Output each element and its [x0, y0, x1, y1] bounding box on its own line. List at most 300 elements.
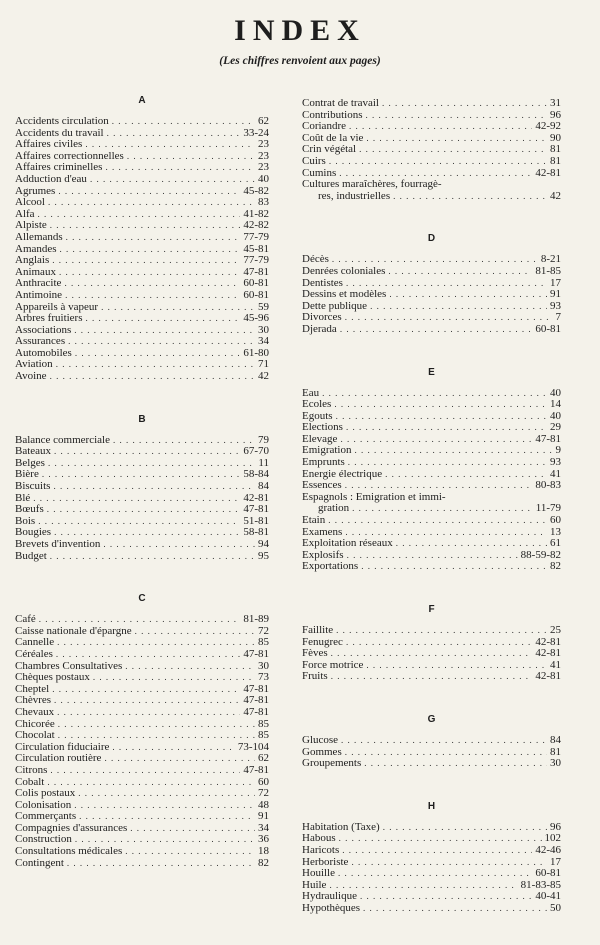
- entry-term: Essences: [302, 480, 342, 492]
- entry-pages: 23: [258, 139, 269, 151]
- section-letter: B: [138, 413, 146, 425]
- index-entry: [302, 98, 561, 110]
- index-entry: [302, 550, 561, 562]
- index-entry: [15, 313, 269, 325]
- entry-term: Dette publique: [302, 300, 368, 312]
- index-entry: [15, 719, 269, 731]
- entry-term: Cuirs: [302, 155, 326, 167]
- index-entry: [15, 777, 269, 789]
- dot-leader: [112, 116, 255, 128]
- entry-term: Divorces: [302, 312, 342, 324]
- entry-term: Emprunts: [302, 457, 345, 469]
- index-entry: [15, 811, 269, 823]
- dot-leader: [50, 765, 240, 777]
- index-entry: [302, 758, 561, 770]
- index-section: [15, 94, 269, 383]
- dot-leader: [125, 661, 255, 673]
- dot-leader: [52, 684, 240, 696]
- dot-leader: [370, 301, 547, 313]
- entry-pages: 41: [550, 659, 561, 671]
- entry-pages: 84: [550, 734, 561, 746]
- entry-pages: 42: [550, 190, 561, 202]
- index-column-left: [15, 94, 269, 899]
- entry-pages: 17: [550, 856, 561, 868]
- index-entry: [15, 614, 269, 626]
- entry-pages: 60-81: [243, 289, 269, 301]
- index-entry: [15, 209, 269, 221]
- index-entry: [302, 845, 561, 857]
- dot-leader: [334, 399, 547, 411]
- dot-leader: [104, 753, 255, 765]
- index-column-right: [302, 98, 561, 945]
- section-letter: F: [428, 604, 435, 615]
- entry-term: Contingent: [15, 857, 64, 869]
- dot-leader: [125, 846, 255, 858]
- entry-term: Accidents circulation: [15, 116, 109, 127]
- entry-term: gration: [318, 503, 350, 515]
- entry-term: Caisse nationale d'épargne: [15, 625, 132, 637]
- entry-pages: 9: [555, 445, 561, 457]
- dot-leader: [65, 290, 240, 302]
- index-entry: [15, 186, 269, 198]
- entry-term: Cobalt: [15, 776, 45, 788]
- dot-leader: [112, 742, 234, 754]
- entry-pages: 47-81: [243, 266, 269, 278]
- entry-term: Antimoine: [15, 289, 63, 301]
- dot-leader: [58, 186, 240, 198]
- entry-term: Habitation (Taxe): [302, 821, 380, 833]
- entry-term: Budget: [15, 550, 47, 562]
- entry-term: Citrons: [15, 764, 48, 776]
- entry-pages: 81-89: [243, 614, 269, 626]
- dot-leader: [54, 527, 240, 539]
- dot-leader: [50, 220, 241, 232]
- index-entry: [15, 695, 269, 707]
- dot-leader: [342, 845, 532, 857]
- dot-leader: [67, 858, 255, 870]
- entry-pages: 47-81: [243, 764, 269, 776]
- entry-term: Accidents du travail: [15, 127, 104, 139]
- dot-leader: [75, 834, 255, 846]
- index-entry: [15, 359, 269, 371]
- dot-leader: [329, 156, 547, 168]
- index-entry: [302, 503, 561, 515]
- entry-pages: 93: [550, 300, 561, 312]
- entry-pages: 47-81: [243, 648, 269, 660]
- dot-leader: [336, 411, 547, 423]
- index-entry: [302, 492, 561, 504]
- index-entry: [302, 312, 561, 324]
- entry-term: Djerada: [302, 323, 337, 335]
- index-entry: [302, 561, 561, 573]
- index-entry: [302, 880, 561, 892]
- dot-leader: [352, 503, 533, 515]
- entry-pages: 45-81: [243, 243, 269, 255]
- dot-leader: [60, 244, 241, 256]
- dot-leader: [331, 648, 533, 660]
- dot-leader: [363, 903, 547, 915]
- entry-pages: 40: [550, 387, 561, 399]
- entry-pages: 85: [258, 730, 269, 742]
- entry-term: Cultures maraîchères, fourragè-: [302, 179, 442, 191]
- dot-leader: [388, 266, 532, 278]
- index-entry: [302, 191, 561, 203]
- entry-pages: 45-82: [243, 185, 269, 197]
- dot-leader: [361, 561, 547, 573]
- entry-pages: 42-82: [243, 220, 269, 232]
- index-section: [302, 603, 561, 683]
- entry-term: Anthracite: [15, 278, 62, 290]
- entry-pages: 88-59-82: [520, 549, 561, 561]
- section-letter: A: [138, 95, 146, 106]
- entry-pages: 91: [258, 811, 269, 823]
- entry-pages: 48: [258, 799, 269, 811]
- dot-leader: [351, 857, 547, 869]
- entry-term: Compagnies d'assurances: [15, 822, 128, 834]
- entry-pages: 41-82: [243, 208, 269, 220]
- entry-term: Elevage: [302, 433, 338, 445]
- dot-leader: [38, 209, 241, 221]
- entry-pages: 11-79: [535, 503, 561, 515]
- dot-leader: [79, 811, 255, 823]
- index-entry: [15, 527, 269, 539]
- entry-term: Biscuits: [15, 481, 51, 493]
- entry-pages: 84: [258, 481, 269, 493]
- entry-term: Bougies: [15, 527, 52, 539]
- entry-term: res, industrielles: [318, 190, 391, 202]
- entry-term: Anglais: [15, 255, 50, 267]
- index-entry: [302, 868, 561, 880]
- index-entry: [302, 857, 561, 869]
- index-entry: [302, 324, 561, 336]
- index-entry: [302, 648, 561, 660]
- index-entry: [15, 128, 269, 140]
- entry-term: Circulation fiduciaire: [15, 741, 110, 753]
- dot-leader: [331, 671, 533, 683]
- index-entry: [302, 735, 561, 747]
- index-entry: [302, 480, 561, 492]
- dot-leader: [359, 144, 547, 156]
- index-entry: [15, 244, 269, 256]
- entry-pages: 42-92: [535, 121, 561, 133]
- entry-term: Circulation routière: [15, 753, 102, 765]
- dot-leader: [135, 626, 255, 638]
- entry-pages: 93: [550, 457, 561, 469]
- page-title: INDEX: [234, 14, 366, 47]
- entry-pages: 72: [258, 625, 269, 637]
- dot-leader: [349, 121, 532, 133]
- index-entry: [15, 435, 269, 447]
- entry-pages: 67-70: [243, 446, 269, 458]
- entry-term: Colis postaux: [15, 788, 76, 800]
- index-entry: [302, 266, 561, 278]
- entry-term: Bois: [15, 515, 36, 527]
- dot-leader: [68, 336, 255, 348]
- entry-pages: 30: [550, 758, 561, 770]
- entry-pages: 47-81: [535, 433, 561, 445]
- entry-term: Décès: [302, 254, 329, 266]
- entry-term: Chèvres: [15, 695, 52, 707]
- dot-leader: [389, 289, 547, 301]
- dot-leader: [58, 719, 255, 731]
- index-entry: [302, 891, 561, 903]
- dot-leader: [57, 637, 255, 649]
- index-entry: [15, 151, 269, 163]
- dot-leader: [57, 707, 240, 719]
- entry-pages: 34: [258, 822, 269, 834]
- dot-leader: [58, 730, 255, 742]
- entry-pages: 42-81: [535, 671, 561, 683]
- index-entry: [15, 539, 269, 551]
- entry-term: Denrées coloniales: [302, 265, 386, 277]
- index-entry: [15, 458, 269, 470]
- entry-pages: 60: [258, 776, 269, 788]
- entry-term: Aviation: [15, 359, 53, 371]
- index-entry: [302, 434, 561, 446]
- entry-term: Force motrice: [302, 659, 364, 671]
- index-section: [302, 713, 561, 770]
- entry-term: Alcool: [15, 197, 45, 209]
- entry-pages: 42-81: [535, 167, 561, 179]
- index-entry: [302, 637, 561, 649]
- entry-term: Fenugrec: [302, 636, 343, 648]
- index-entry: [302, 527, 561, 539]
- index-entry: [302, 515, 561, 527]
- index-entry: [15, 551, 269, 563]
- index-entry: [15, 469, 269, 481]
- dot-leader: [332, 254, 538, 266]
- entry-pages: 96: [550, 821, 561, 833]
- entry-term: Belges: [15, 457, 45, 469]
- entry-term: Construction: [15, 834, 72, 846]
- entry-pages: 23: [258, 150, 269, 162]
- entry-pages: 90: [550, 132, 561, 144]
- dot-leader: [345, 747, 547, 759]
- index-section: [302, 800, 561, 915]
- entry-pages: 73: [258, 672, 269, 684]
- entry-pages: 42-46: [535, 844, 561, 856]
- index-entry: [15, 197, 269, 209]
- section-letter: E: [428, 366, 435, 378]
- entry-pages: 61: [550, 538, 561, 550]
- entry-pages: 13: [550, 526, 561, 538]
- entry-term: Etain: [302, 515, 326, 527]
- index-entry: [15, 336, 269, 348]
- entry-term: Faillite: [302, 625, 334, 636]
- index-entry: [15, 325, 269, 337]
- entry-pages: 50: [550, 902, 561, 914]
- dot-leader: [78, 788, 255, 800]
- dot-leader: [50, 551, 255, 563]
- dot-leader: [345, 480, 533, 492]
- section-letter: G: [427, 713, 436, 725]
- entry-term: Dessins et modèles: [302, 289, 387, 301]
- entry-pages: 81: [550, 155, 561, 167]
- entry-pages: 8-21: [540, 254, 561, 266]
- dot-leader: [50, 371, 255, 383]
- entry-pages: 42: [258, 371, 269, 383]
- index-section: [15, 592, 269, 869]
- entry-term: Exportations: [302, 561, 359, 573]
- dot-leader: [340, 434, 532, 446]
- entry-pages: 34: [258, 336, 269, 348]
- index-entry: [302, 301, 561, 313]
- entry-term: Coût de la vie: [302, 132, 364, 144]
- entry-pages: 23: [258, 162, 269, 174]
- entry-term: Gommes: [302, 746, 342, 758]
- dot-leader: [393, 191, 547, 203]
- entry-pages: 58-81: [243, 527, 269, 539]
- dot-leader: [105, 162, 255, 174]
- index-entry: [15, 516, 269, 528]
- index-entry: [302, 254, 561, 266]
- entry-pages: 95: [258, 550, 269, 562]
- entry-pages: 85: [258, 718, 269, 730]
- entry-term: Huile: [302, 879, 327, 891]
- index-entry: [15, 823, 269, 835]
- dot-leader: [48, 458, 255, 470]
- entry-term: Chèques postaux: [15, 672, 90, 684]
- entry-pages: 11: [258, 457, 269, 469]
- dot-leader: [54, 695, 240, 707]
- entry-term: Associations: [15, 324, 72, 336]
- index-entry: [15, 753, 269, 765]
- entry-term: Automobiles: [15, 347, 72, 359]
- index-entry: [302, 168, 561, 180]
- index-entry: [15, 730, 269, 742]
- entry-term: Consultations médicales: [15, 846, 123, 858]
- index-entry: [15, 162, 269, 174]
- entry-pages: 60: [550, 515, 561, 527]
- entry-term: Animaux: [15, 266, 56, 278]
- entry-pages: 47-81: [243, 695, 269, 707]
- page-subtitle: (Les chiffres renvoient aux pages): [219, 55, 381, 67]
- entry-pages: 36: [258, 834, 269, 846]
- entry-term: Arbres fruitiers: [15, 313, 83, 325]
- entry-term: Chambres Consultatives: [15, 660, 123, 672]
- index-entry: [15, 232, 269, 244]
- entry-term: Chevaux: [15, 706, 55, 718]
- dot-leader: [56, 649, 240, 661]
- entry-term: Appareils à vapeur: [15, 301, 99, 313]
- entry-pages: 14: [550, 399, 561, 411]
- entry-pages: 51-81: [243, 515, 269, 527]
- dot-leader: [345, 312, 553, 324]
- dot-leader: [52, 255, 240, 267]
- dot-leader: [47, 777, 255, 789]
- entry-term: Bœufs: [15, 504, 44, 516]
- section-letter: H: [427, 800, 436, 812]
- entry-pages: 80-83: [535, 480, 561, 492]
- entry-pages: 40-41: [535, 891, 561, 903]
- entry-term: Glucose: [302, 734, 339, 746]
- dot-leader: [338, 868, 532, 880]
- entry-term: Affaires correctionnelles: [15, 150, 124, 162]
- dot-leader: [339, 833, 542, 845]
- entry-pages: 40: [550, 410, 561, 422]
- dot-leader: [130, 823, 255, 835]
- dot-leader: [348, 457, 547, 469]
- dot-leader: [346, 422, 547, 434]
- entry-pages: 25: [550, 625, 561, 636]
- index-section: [15, 413, 269, 563]
- entry-pages: 77-79: [243, 231, 269, 243]
- entry-term: Contributions: [302, 109, 363, 121]
- dot-leader: [396, 538, 547, 550]
- entry-term: Agrumes: [15, 185, 56, 197]
- index-entry: [15, 800, 269, 812]
- entry-pages: 62: [258, 753, 269, 765]
- index-entry: [302, 399, 561, 411]
- index-entry: [15, 661, 269, 673]
- dot-leader: [336, 625, 547, 637]
- entry-term: Céréales: [15, 648, 53, 660]
- entry-pages: 30: [258, 660, 269, 672]
- entry-term: Explosifs: [302, 549, 344, 561]
- entry-term: Crin végétal: [302, 144, 357, 156]
- dot-leader: [382, 98, 547, 110]
- entry-pages: 81-83-85: [520, 879, 561, 891]
- index-entry: [15, 481, 269, 493]
- index-entry: [302, 156, 561, 168]
- dot-leader: [345, 527, 547, 539]
- index-entry: [302, 469, 561, 481]
- dot-leader: [101, 302, 255, 314]
- dot-leader: [42, 469, 241, 481]
- dot-leader: [59, 267, 240, 279]
- entry-term: Exploitation réseaux: [302, 538, 393, 550]
- entry-term: Fruits: [302, 671, 328, 683]
- dot-leader: [328, 515, 547, 527]
- dot-leader: [74, 325, 255, 337]
- entry-pages: 85: [258, 637, 269, 649]
- entry-term: Blé: [15, 492, 31, 504]
- index-entry: [302, 422, 561, 434]
- index-entry: [15, 446, 269, 458]
- dot-leader: [93, 672, 255, 684]
- entry-pages: 71: [258, 359, 269, 371]
- index-entry: [15, 174, 269, 186]
- entry-term: Bateaux: [15, 446, 52, 458]
- index-entry: [15, 672, 269, 684]
- index-entry: [15, 637, 269, 649]
- entry-term: Affaires criminelles: [15, 162, 103, 174]
- entry-term: Chicorée: [15, 718, 55, 730]
- dot-leader: [366, 110, 547, 122]
- entry-term: Hydraulique: [302, 891, 357, 903]
- dot-leader: [340, 324, 533, 336]
- index-entry: [15, 834, 269, 846]
- entry-term: Coriandre: [302, 121, 346, 133]
- entry-term: Adduction d'eau: [15, 173, 87, 185]
- dot-leader: [75, 348, 240, 360]
- entry-term: Alpiste: [15, 220, 47, 232]
- dot-leader: [366, 660, 547, 672]
- dot-leader: [74, 800, 255, 812]
- index-entry: [15, 371, 269, 383]
- entry-term: Avoine: [15, 371, 47, 383]
- dot-leader: [90, 174, 255, 186]
- entry-pages: 58-84: [243, 469, 269, 481]
- entry-pages: 59: [258, 301, 269, 313]
- index-entry: [15, 765, 269, 777]
- entry-pages: 47-81: [243, 706, 269, 718]
- entry-term: Habous: [302, 833, 336, 845]
- entry-pages: 17: [550, 277, 561, 289]
- entry-term: Contrat de travail: [302, 98, 379, 109]
- entry-term: Amandes: [15, 243, 57, 255]
- entry-pages: 60-81: [535, 868, 561, 880]
